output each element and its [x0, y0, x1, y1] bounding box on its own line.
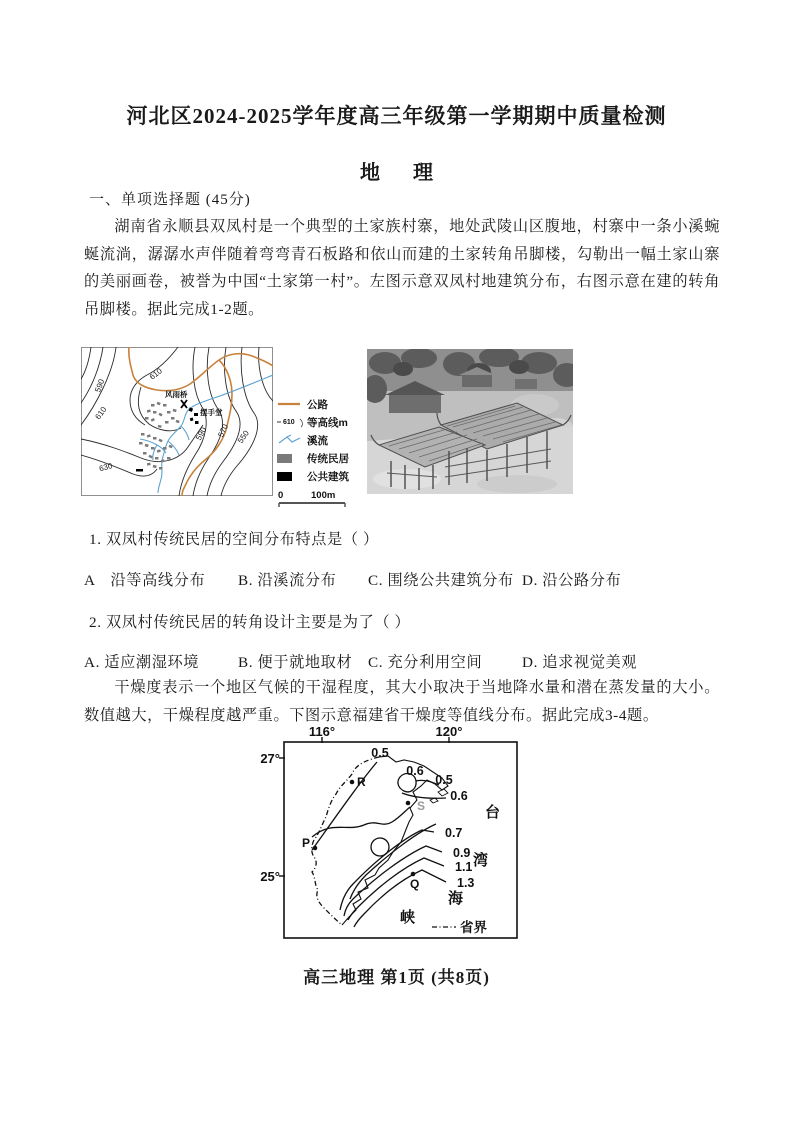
svg-text:台: 台 [485, 804, 501, 821]
lon-120: 120° [435, 724, 463, 739]
subject-title: 地 理 [360, 162, 447, 184]
contour-line-icon [277, 416, 307, 428]
point-p: P [302, 836, 311, 850]
boundary-legend-label: 省界 [460, 920, 487, 935]
svg-text:海: 海 [448, 890, 464, 907]
stream-line-icon [277, 434, 307, 446]
svg-text:湾: 湾 [473, 852, 489, 869]
legend-public-building: 公共建筑 [277, 467, 365, 485]
svg-text:590: 590 [93, 377, 107, 394]
svg-text:630: 630 [98, 461, 114, 474]
svg-text:610: 610 [147, 366, 164, 382]
figure-row-1 [81, 347, 573, 514]
iso-05b: 0.5 [435, 773, 453, 787]
residence-swatch [277, 454, 307, 463]
svg-text:0: 0 [278, 490, 284, 501]
q1-option-c: C. 围绕公共建筑分布 [368, 572, 514, 589]
lat-25: 25° [260, 869, 280, 884]
passage-1: 湖南省永顺县双凤村是一个典型的土家族村寨，地处武陵山区腹地，村寨中一条小溪蜿蜒流淌，潺潺水声伴随着弯弯青石板路和依山而建的土家转角吊脚楼，勾勒出一幅土家山寨的美丽画卷，被誉为中国“土家第一村”。左图示意双凤村地建筑分布，右图示意在建的转角吊脚楼。据此完成1-2题。 [84, 218, 720, 318]
iso-05a: 0.5 [371, 746, 389, 760]
page-footer: 高三地理 第1页 (共8页) [303, 968, 490, 987]
road-line-icon [277, 400, 307, 408]
iso-06b: 0.6 [450, 789, 468, 803]
iso-11: 1.1 [455, 860, 473, 874]
q2-option-b: B. 便于就地取材 [238, 654, 353, 671]
svg-text:570: 570 [216, 422, 231, 439]
fujian-dryness-map [252, 720, 537, 955]
public-building-swatch [277, 472, 307, 481]
q2-option-c: C. 充分利用空间 [368, 654, 483, 671]
svg-text:550: 550 [235, 428, 251, 445]
q1-option-a: A 沿等高线分布 [84, 572, 206, 589]
construction-photo [367, 349, 573, 494]
svg-text:610: 610 [93, 405, 109, 422]
svg-text:100m: 100m [311, 490, 336, 501]
fujian-map-figure [252, 720, 537, 960]
iso-07: 0.7 [445, 826, 463, 840]
point-r: R [357, 775, 366, 789]
q2-option-a: A. 适应潮湿环境 [84, 654, 200, 671]
section-heading: 一、单项选择题 (45分) [89, 192, 251, 208]
map-legend [277, 395, 365, 514]
village-contour-map [81, 347, 273, 496]
question-2-options [0, 651, 793, 675]
question-1: 1. 双凤村传统民居的空间分布特点是（ ） [89, 531, 379, 548]
iso-09: 0.9 [453, 846, 471, 860]
point-q: Q [410, 877, 420, 891]
hall-label: 摆手堂 [200, 408, 223, 417]
q2-option-d: D. 追求视觉美观 [522, 654, 638, 671]
page-title: 河北区2024-2025学年度高三年级第一学期期中质量检测 [126, 104, 667, 128]
passage-2: 干燥度表示一个地区气候的干湿程度，其大小取决于当地降水量和潜在蒸发量的大小。数值越大，干燥程度越严重。下图示意福建省干燥度等值线分布。据此完成3-4题。 [84, 679, 720, 724]
q1-option-b: B. 沿溪流分布 [238, 572, 337, 589]
scale-bar [277, 489, 365, 514]
legend-contour: 610 等高线m [277, 413, 365, 431]
iso-13: 1.3 [457, 876, 475, 890]
question-1-options [0, 569, 793, 593]
svg-text:峡: 峡 [400, 909, 416, 926]
iso-06a: 0.6 [406, 764, 424, 778]
point-s: S [417, 799, 426, 813]
svg-text:590: 590 [194, 425, 209, 442]
lon-116: 116° [308, 724, 336, 739]
legend-road: 公路 [277, 395, 365, 413]
q1-option-d: D. 沿公路分布 [522, 572, 622, 589]
question-2: 2. 双凤村传统民居的转角设计主要是为了（ ） [89, 614, 411, 631]
legend-stream: 溪流 [277, 431, 365, 449]
lat-27: 27° [260, 751, 280, 766]
bridge-label: 风雨桥 [165, 390, 188, 399]
legend-residence: 传统民居 [277, 449, 365, 467]
svg-text:610: 610 [283, 419, 295, 426]
